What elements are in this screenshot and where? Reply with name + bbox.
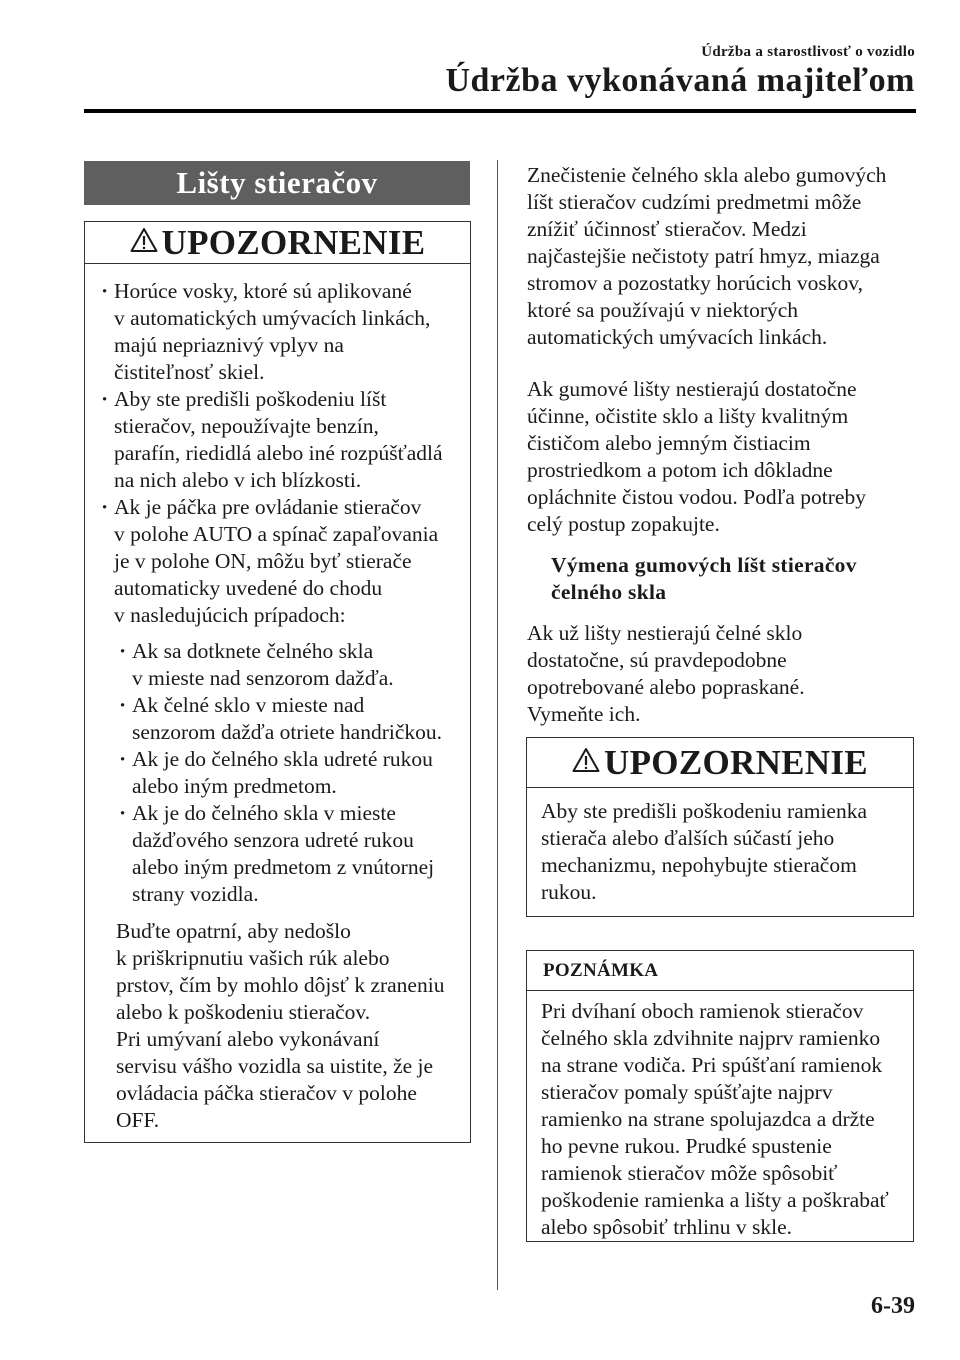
warning-bullet-list (100, 278, 460, 629)
list-item (118, 692, 463, 746)
line: v automatických umývacích linkách, (114, 306, 431, 330)
line: Znečistenie čelného skla alebo gumových (527, 163, 887, 187)
warning-closing-text (116, 918, 466, 1134)
line: je v polohe ON, môžu byť stierače (114, 549, 412, 573)
line: alebo k poškodeniu stieračov. (116, 1000, 371, 1024)
line: čističom alebo jemným čistiacim (527, 431, 811, 455)
list-item (118, 746, 463, 800)
line: opláchnite čistou vodou. Podľa potreby (527, 485, 866, 509)
line: ktoré sa používajú v niektorých (527, 298, 799, 322)
chapter-title: Údržba a starostlivosť o vozidlo (701, 44, 915, 60)
line: mechanizmu, nepohybujte stieračom (541, 853, 857, 877)
line: dostatočne, sú pravdepodobne (527, 648, 787, 672)
line: celý postup zopakujte. (527, 512, 720, 536)
line: stierača alebo ďalších súčastí jeho (541, 826, 835, 850)
page-number: 6-39 (871, 1293, 915, 1319)
header-rule (84, 109, 916, 113)
line: líšt stieračov cudzími predmetmi môže (527, 190, 862, 214)
line: na nich alebo v ich blízkosti. (114, 468, 362, 492)
line: ovládacia páčka stieračov v polohe (116, 1081, 417, 1105)
line: majú nepriaznivý vplyv na (114, 333, 344, 357)
line: prostriedkom a potom ich dôkladne (527, 458, 833, 482)
line: parafín, riedidlá alebo iné rozpúšťadlá (114, 441, 443, 465)
line: OFF. (116, 1108, 160, 1132)
warning-text (541, 798, 906, 906)
line: Ak už lišty nestierajú čelné sklo (527, 621, 803, 645)
list-item (100, 386, 460, 494)
warning-header (85, 222, 470, 264)
line: k priškripnutiu vašich rúk alebo (116, 946, 390, 970)
line: Pri dvíhaní oboch ramienok stieračov (541, 999, 864, 1023)
line: najčastejšie nečistoty patrí hmyz, miazga (527, 244, 880, 268)
line: · Horúce vosky, ktoré sú aplikované (114, 279, 412, 303)
line: · Ak je páčka pre ovládanie stieračov (114, 495, 422, 519)
line: v mieste nad senzorom dažďa. (132, 666, 394, 690)
line: alebo iným predmetom. (132, 774, 337, 798)
line: dažďového senzora udreté rukou (132, 828, 414, 852)
line: · Ak je do čelného skla udreté rukou (132, 747, 433, 771)
warning-header (527, 738, 913, 788)
line: Vymeňte ich. (527, 702, 641, 726)
line: rukou. (541, 880, 597, 904)
paragraph (527, 376, 917, 538)
line: Aby ste predišli poškodeniu ramienka (541, 799, 868, 823)
warning-triangle-icon (572, 747, 600, 773)
list-item (100, 278, 460, 386)
line: čelného skla zdvihnite najprv ramienko (541, 1026, 881, 1050)
line: stromov a pozostatky horúcich voskov, (527, 271, 863, 295)
note-title: POZNÁMKA (543, 959, 659, 981)
warning-title: UPOZORNENIE (161, 222, 426, 262)
warning-sub-bullet-list (118, 638, 463, 908)
paragraph (527, 620, 917, 728)
line: · Ak je do čelného skla v mieste (132, 801, 396, 825)
line: · Ak sa dotknete čelného skla (132, 639, 374, 663)
note-box (526, 950, 914, 1242)
line: čelného skla (551, 580, 667, 604)
page-title: Údržba vykonávaná majiteľom (445, 62, 915, 99)
line: znížiť účinnosť stieračov. Medzi (527, 217, 807, 241)
line: Ak gumové lišty nestierajú dostatočne (527, 377, 857, 401)
line: ramienko na strane spolujazdca a držte (541, 1107, 875, 1131)
line: v polohe AUTO a spínač zapaľovania (114, 522, 439, 546)
line: ramienok stieračov môže spôsobiť (541, 1161, 838, 1185)
line: ho pevne rukou. Prudké spustenie (541, 1134, 832, 1158)
line: stieračov, nepoužívajte benzín, (114, 414, 379, 438)
note-header (527, 951, 913, 991)
warning-triangle-icon (130, 227, 158, 253)
line: čistiteľnosť skiel. (114, 360, 265, 384)
line: Pri umývaní alebo vykonávaní (116, 1027, 380, 1051)
paragraph (527, 162, 917, 351)
warning-box (526, 737, 914, 917)
line: v nasledujúcich prípadoch: (114, 603, 346, 627)
line: automaticky uvedené do chodu (114, 576, 383, 600)
line: stieračov pomaly spúšťajte najprv (541, 1080, 833, 1104)
line: strany vozidla. (132, 882, 259, 906)
line: · Ak čelné sklo v mieste nad (132, 693, 365, 717)
line: Výmena gumových líšt stieračov (551, 553, 857, 577)
column-divider (497, 160, 498, 1290)
line: prstov, čím by mohlo dôjsť k zraneniu (116, 973, 445, 997)
list-item (100, 494, 460, 629)
subsection-heading (551, 552, 911, 606)
note-text (541, 998, 911, 1241)
line: alebo iným predmetom z vnútornej (132, 855, 435, 879)
list-item (118, 638, 463, 692)
line: Buďte opatrní, aby nedošlo (116, 919, 351, 943)
warning-title: UPOZORNENIE (604, 742, 868, 782)
line: automatických umývacích linkách. (527, 325, 828, 349)
line: na strane vodiča. Pri spúšťaní ramienok (541, 1053, 883, 1077)
line: senzorom dažďa otriete handričkou. (132, 720, 442, 744)
line: servisu vášho vozidla sa uistite, že je (116, 1054, 434, 1078)
line: účinne, očistite sklo a lišty kvalitným (527, 404, 849, 428)
line: poškodenie ramienka a lišty a poškrabať (541, 1188, 889, 1212)
line: opotrebované alebo popraskané. (527, 675, 805, 699)
line: · Aby ste predišli poškodeniu líšt (114, 387, 387, 411)
line: alebo spôsobiť trhlinu v skle. (541, 1215, 793, 1239)
section-title: Lišty stieračov (84, 161, 470, 205)
list-item (118, 800, 463, 908)
